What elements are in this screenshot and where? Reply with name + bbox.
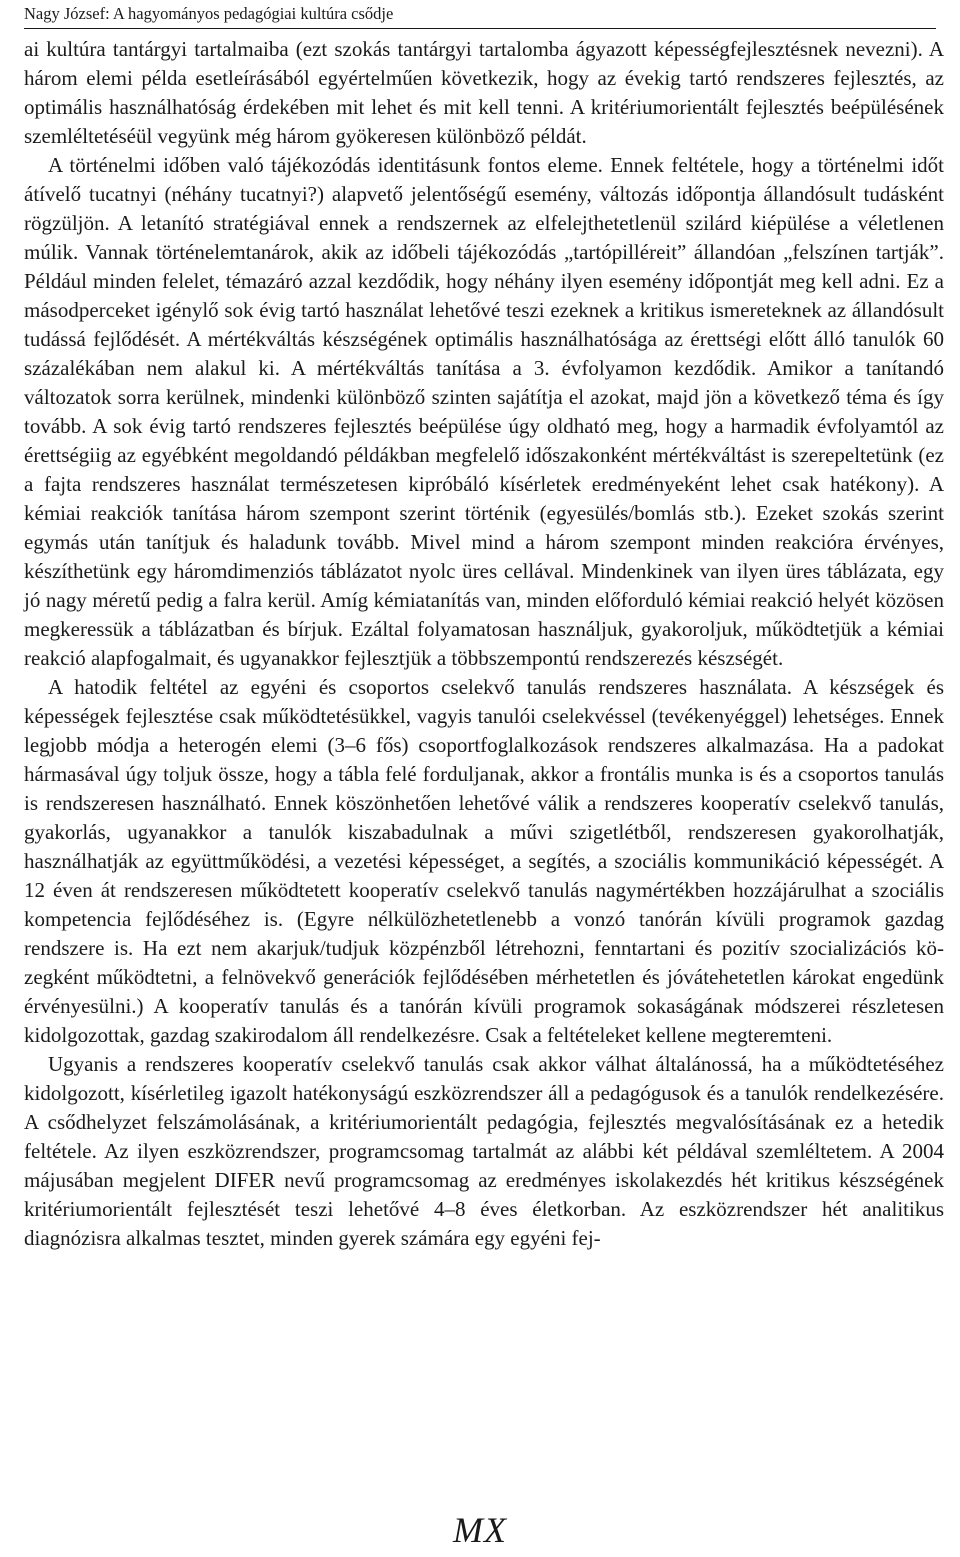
header-rule	[24, 28, 936, 29]
body-text	[24, 35, 944, 1253]
paragraph: Ugyanis a rendszeres kooperatív cselekvő tanulás csak akkor válhat általánossá, ha a működtetéséhez kidolgozott, kísérletileg igazolt hatékonyságú eszközrendszer áll a pedagógusok és a tanulók rendelkezésére. A csődhelyzet felszámolásának, a kritériumorientált pedagógia, fejlesztés megvalósításának ez a hetedik feltétele. Az ilyen eszközrendszer, programcsomag tartalmát az alábbi két példával szemléltetem. A 2004 májusában megjelent DIFER nevű programcsomag az eredményes iskolakezdés hét kritikus készségének kritériumorientált fejlesztését teszi lehetővé 4–8 éves életkorban. Az eszközrendszer hét analitikus diagnózisra alkalmas tesztet, minden gyerek számára egy egyéni fej-	[24, 1052, 944, 1250]
page-number: MX	[453, 1510, 507, 1550]
running-head: Nagy József: A hagyományos pedagógiai kultúra csődje	[24, 4, 394, 23]
paragraph: A hatodik feltétel az egyéni és csoportos cselekvő tanulás rendszeres használata. A készségek és képességek fejlesztése csak működtetésükkel, vagyis tanulói cselekvéssel (tevékenyéggel) lehetséges. Ennek legjobb módja a heterogén elemi (3–6 fős) csoportfoglalkozások rendszeres alkalmazása. Ha a padokat hármasával úgy toljuk össze, hogy a tábla felé forduljanak, akkor a frontális munka is és a csoportos tanulás is rendszeresen használható. Ennek köszönhetően lehetővé válik a rendszeres kooperatív cselekvő tanulás, gyakorlás, ugyanakkor a tanulók kiszabadulnak a művi szigetlétből, rendszeresen gyakorolhatják, használhatják az együttműködési, a vezetési képességet, a segítés, a szociális kommunikáció képességét. A 12 éven át rendszeresen működtetett kooperatív cselekvő tanulás nagymértékben hozzájárulhat a szociális kompetencia fejlődéséhez is. (Egyre nélkülözhetetlenebb a vonzó tanórán kívüli programok gazdag rendszere is. Ha ezt nem akarjuk/tudjuk közpénzből létrehozni, fenntartani és pozitív szocializációs közegként működtetni, a felnövekvő generációk fejlődésében mérhetetlen és jóvátehetetlen károkat engedünk érvényesülni.) A kooperatív tanulás és a tanórán kívüli programok sokaságának módszerei részletesen kidolgozottak, gazdag szakirodalom áll rendelkezésre. Csak a feltételeket kellene megteremteni.	[24, 675, 944, 1047]
paragraph: ai kultúra tantárgyi tartalmaiba (ezt szokás tantárgyi tartalomba ágyazott képességfejlesztésnek nevezni). A három elemi példa esetleírásából egyértelműen következik, hogy az évekig tartó rendszeres fejlesztés, az optimális használhatóság érdekében mit lehet és mit kell tenni. A kritériumorientált fejlesztés beépülésének szemléltetéséül vegyünk még három gyökeresen különböző példát.	[24, 37, 944, 148]
paragraph: A történelmi időben való tájékozódás identitásunk fontos eleme. Ennek feltétele, hogy a történelmi időt átívelő tucatnyi (néhány tucatnyi?) alapvető jelentőségű esemény, változás időpontja állandósult tudásként rögzüljön. A letanító stratégiával ennek a rendszernek az elfelejthetetlenül szilárd kiépülése a véletlenen múlik. Vannak történelemtanárok, akik az időbeli tájékozódás „tartópilléreit” állandóan „felszínen tartják”. Például minden felelet, témazáró azzal kezdődik, hogy néhány ilyen esemény időpontját meg kell adni. Ez a másodperceket igénylő sok évig tartó használat lehetővé teszi ezeknek a kritikus ismereteknek az állandósult tudássá fejlődését. A mértékváltás készségének optimális használhatósága az érettségi előtt álló tanulók 60 százalékában nem alakul ki. A mértékváltás tanítása a 3. évfolyamon kezdődik. Amikor a tanítandó változatok sorra kerülnek, mindenki különböző szinten sajátítja el azokat, majd jön a következő téma és így tovább. A sok évig tartó rendszeres fejlesztés beépülése úgy oldható meg, hogy a harmadik évfolyamtól az érettségiig az egyébként megoldandó példákban megfelelő időszakonként mértékváltást is szerepeltetünk (ez a fajta rendszeres használat természetesen kipróbáló kísérletek eredményeként lehet csak hatékony). A kémiai reakciók tanítása három szempont szerint történik (egyesülés/bomlás stb.). Ezeket szokás szerint egymás után tanítjuk és haladunk tovább. Mivel mind a három szempont minden reakcióra érvényes, készíthetünk egy háromdimenziós táblázatot nyolc üres cellával. Mindenkinek van ilyen üres táblázata, egy jó nagy méretű pedig a falra kerül. Amíg kémiatanítás van, minden előforduló kémiai reakció helyét közösen megkeressük a táblázatban és bírjuk. Ezáltal folyamatosan használjuk, gyakoroljuk, működtetjük a kémiai reakció alapfogalmait, és ugyanakkor fejlesztjük a többszempontú rendszerezés készségét.	[24, 153, 944, 670]
